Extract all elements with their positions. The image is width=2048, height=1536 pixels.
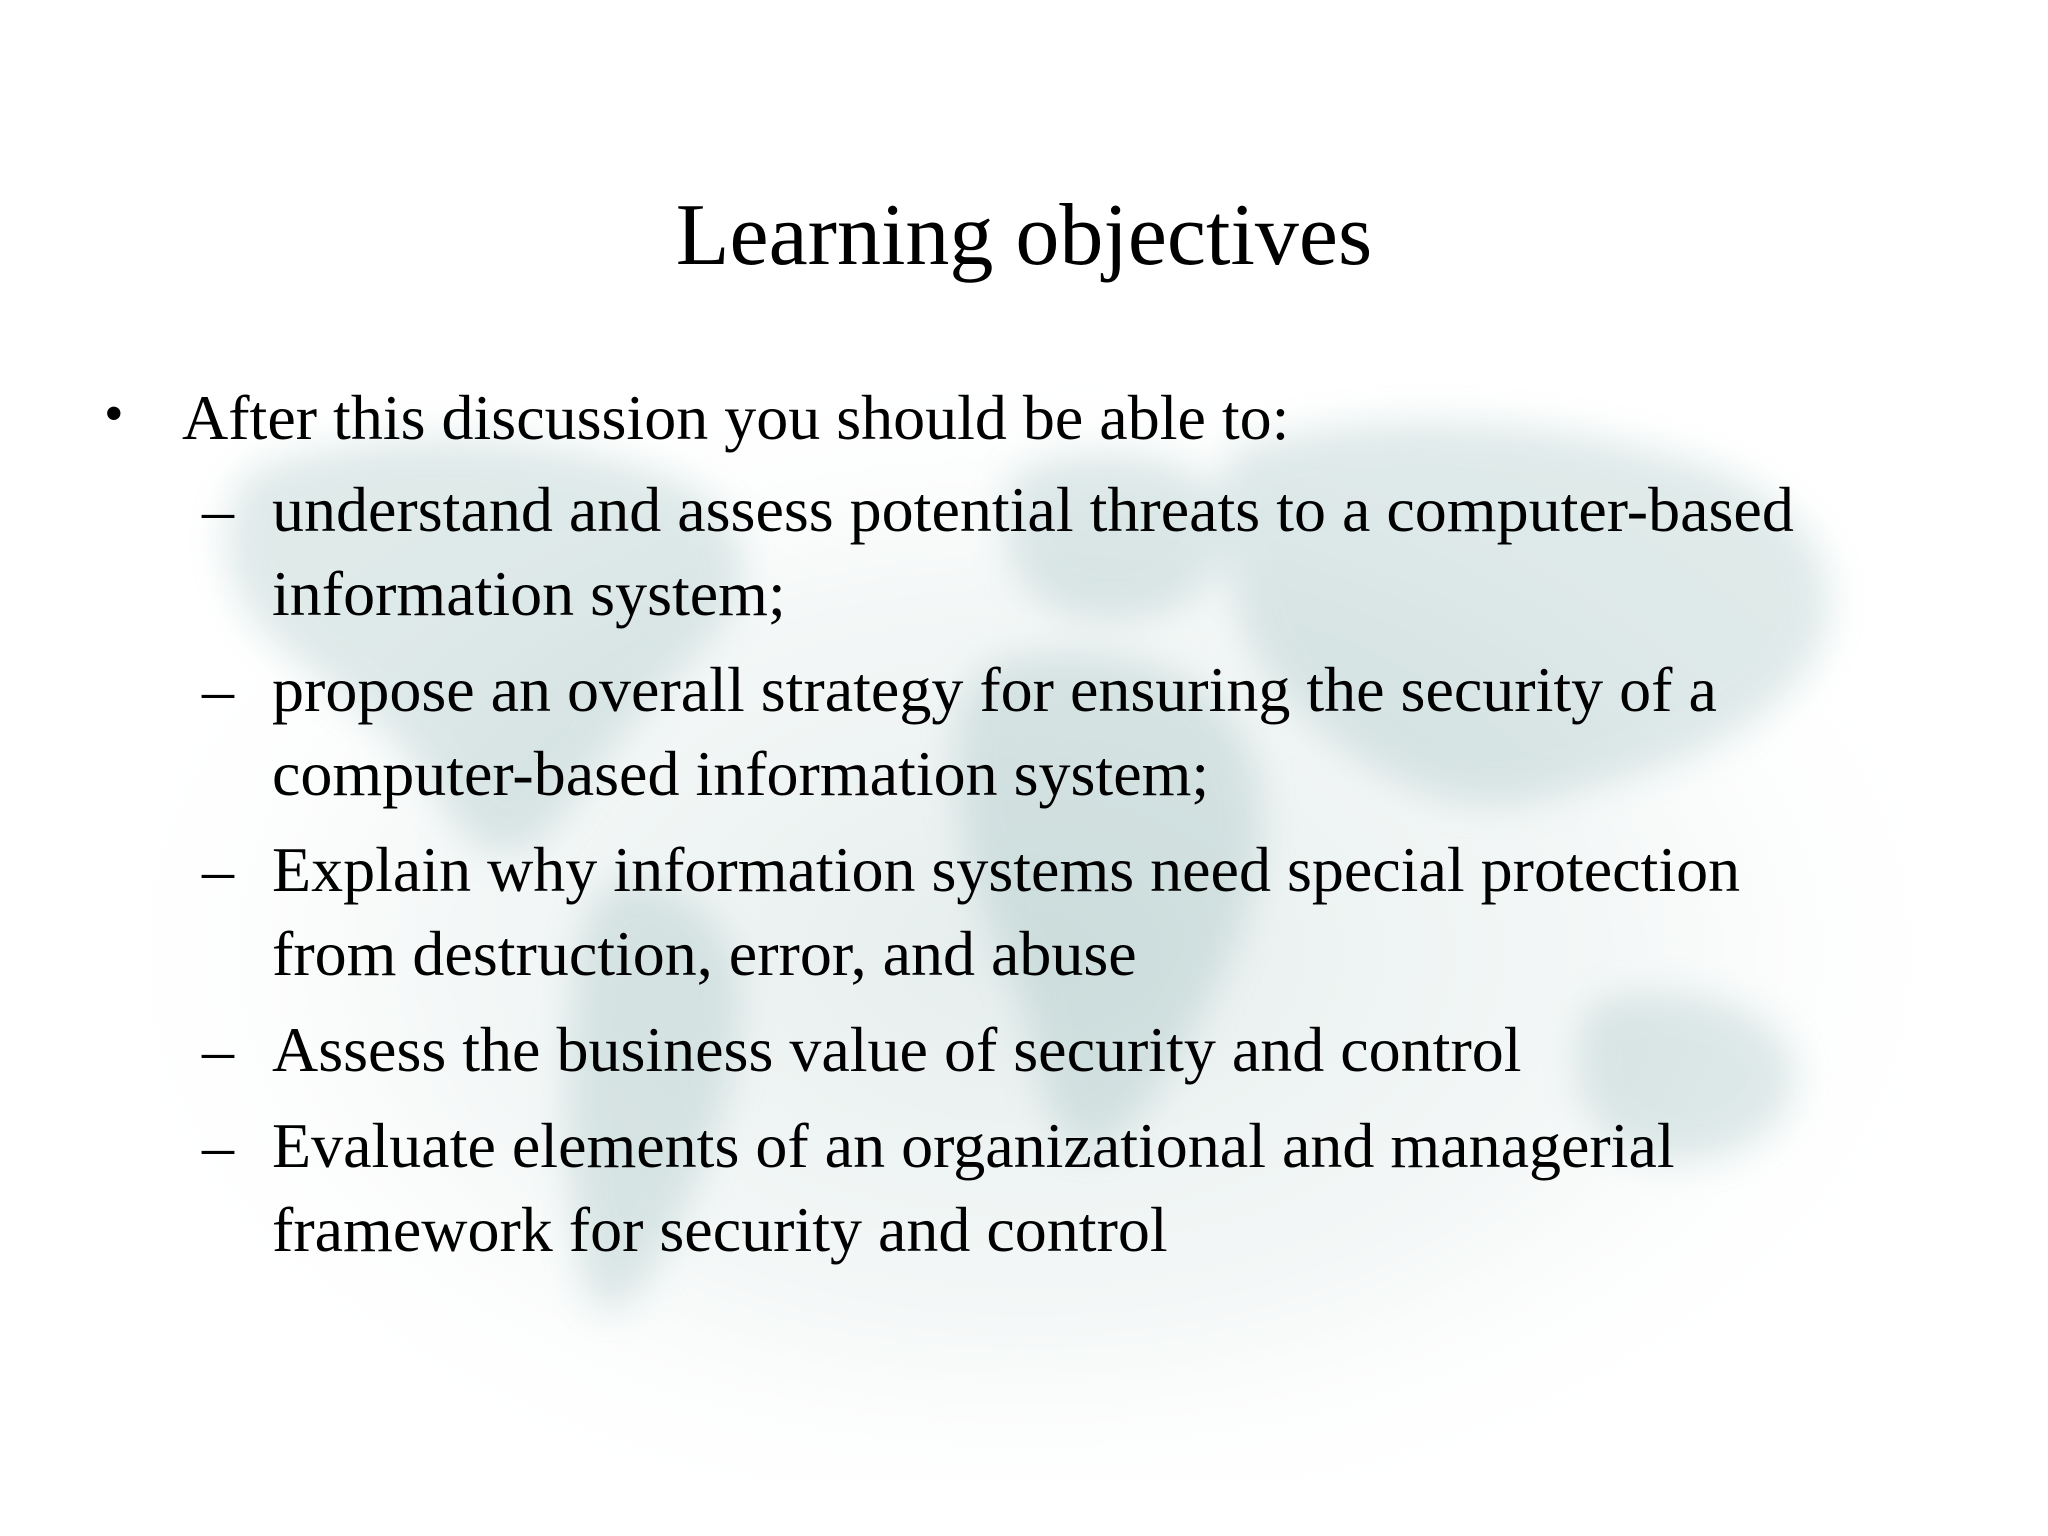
sub-bullet-line: Evaluate elements of an organizational and managerial <box>272 1110 1675 1181</box>
dash-icon: – <box>202 654 234 725</box>
sub-bullet-line: information system; <box>272 558 786 629</box>
sub-bullet-line: from destruction, error, and abuse <box>272 918 1137 989</box>
bullet-text: After this discussion you should be able to: <box>182 382 1290 453</box>
sub-bullet-line: framework for security and control <box>272 1194 1168 1265</box>
dash-icon: – <box>202 1110 234 1181</box>
sub-bullet-line: Assess the business value of security and control <box>272 1014 1522 1085</box>
sub-bullet-line: propose an overall strategy for ensuring the security of a <box>272 654 1717 725</box>
sub-bullet-text <box>272 1104 1982 1272</box>
sub-bullet-text <box>272 828 1982 996</box>
sub-bullet-text <box>272 648 1982 816</box>
dash-icon: – <box>202 1014 234 1085</box>
sub-bullet-text <box>272 468 1982 636</box>
dash-icon: – <box>202 474 234 545</box>
slide-title: Learning objectives <box>675 187 1373 284</box>
dash-icon: – <box>202 834 234 905</box>
sub-bullet-line: Explain why information systems need special protection <box>272 834 1741 905</box>
bullet-icon: • <box>104 383 124 445</box>
sub-bullet-line: understand and assess potential threats to a computer-based <box>272 474 1794 545</box>
sub-bullet-line: computer-based information system; <box>272 738 1210 809</box>
sub-bullet-text <box>272 1008 1982 1092</box>
